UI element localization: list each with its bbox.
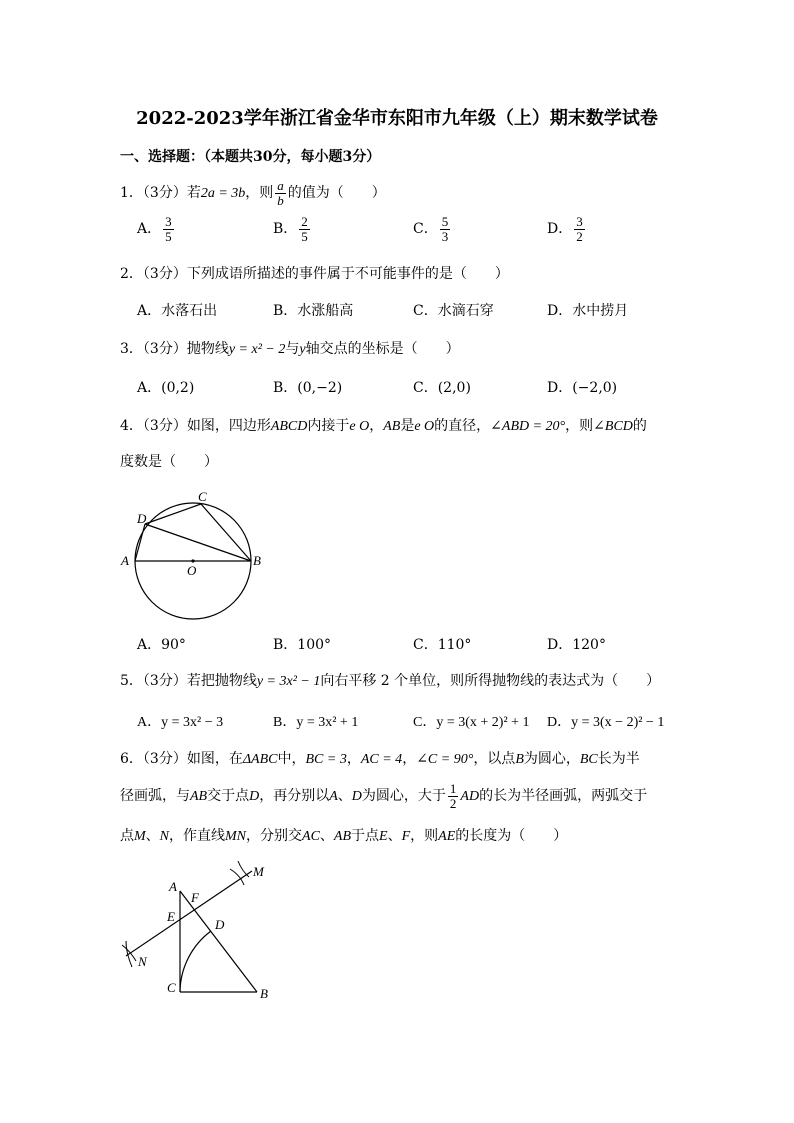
q4-option-d: D．120° xyxy=(547,637,606,653)
label-o: O xyxy=(187,563,197,578)
label-a: A xyxy=(169,879,177,894)
segment-ad xyxy=(135,524,145,561)
q1-option-d: D． $\frac{3}{2}$ xyxy=(547,214,583,244)
q3-option-a: A．(0,2) xyxy=(137,380,195,396)
q5-option-b: B．y = 3x² + 1 xyxy=(273,715,359,730)
q4-circle-figure xyxy=(112,484,272,624)
question-1: 1．（3分）若2a = 3b，则 $\frac{a}{b}$ 的值为（ ） xyxy=(120,178,386,208)
label-n: N xyxy=(138,954,147,969)
label-b: B xyxy=(253,553,261,568)
label-m: M xyxy=(253,864,264,879)
q2-option-b: B．水涨船高 xyxy=(273,303,354,319)
q4-option-a: A．90° xyxy=(137,637,186,653)
question-4-line1: 4．（3分）如图，四边形ABCD内接于e O，AB是e O的直径，∠ABD = 20°，则∠BCD的 xyxy=(120,418,647,434)
q3-option-c: C．(2,0) xyxy=(413,380,471,396)
label-a: A xyxy=(121,553,129,568)
q1-option-a: A． $\frac{3}{5}$ xyxy=(137,214,172,244)
q6-triangle-figure xyxy=(112,855,292,1005)
label-e: E xyxy=(167,909,175,924)
q4-option-c: C．110° xyxy=(413,637,472,653)
section-heading: 一、选择题：（本题共30分，每小题3分） xyxy=(120,149,381,165)
line-mn xyxy=(126,871,252,956)
arc-mark-m1 xyxy=(230,869,244,885)
q1-option-c: C． $\frac{5}{3}$ xyxy=(413,214,449,244)
question-6-line2: 径画弧，与AB交于点D，再分别以A、D为圆心，大于 $\frac{1}{2}$ AD的长为半径画弧，两弧交于 xyxy=(120,781,648,811)
question-3: 3．（3分）抛物线y = x² − 2与y轴交点的坐标是（ ） xyxy=(120,341,460,357)
question-6-line3: 点M、N，作直线MN，分别交AC、AB于点E、F，则AE的长度为（ ） xyxy=(120,828,568,844)
q5-option-c: C．y = 3(x + 2)² + 1 xyxy=(413,715,530,730)
q2-option-d: D．水中捞月 xyxy=(547,303,629,319)
label-d: D xyxy=(137,511,147,526)
label-c: C xyxy=(198,489,207,504)
q3-option-b: B．(0,−2) xyxy=(273,380,343,396)
question-2: 2．（3分）下列成语所描述的事件属于不可能事件的是（ ） xyxy=(120,266,509,282)
question-5: 5．（3分）若把抛物线y = 3x² − 1向右平移 2 个单位，则所得抛物线的表达式为（ ） xyxy=(120,673,661,689)
q1-option-b: B． $\frac{2}{5}$ xyxy=(273,214,308,244)
page-title: 2022-2023学年浙江省金华市东阳市九年级（上）期末数学试卷 xyxy=(136,108,658,129)
question-4-line2: 度数是（ ） xyxy=(120,454,218,470)
label-f: F xyxy=(191,890,199,905)
label-c: C xyxy=(167,980,176,995)
q3-option-d: D．(−2,0) xyxy=(547,380,618,396)
question-6-line1: 6．（3分）如图，在ΔABC中，BC = 3，AC = 4，∠C = 90°，以点B为圆心，BC长为半 xyxy=(120,751,640,767)
label-b: B xyxy=(260,986,268,1001)
q5-option-a: A．y = 3x² − 3 xyxy=(137,715,224,730)
side-ab xyxy=(180,891,257,992)
q4-option-b: B．100° xyxy=(273,637,332,653)
q2-option-c: C．水滴石穿 xyxy=(413,303,494,319)
label-d: D xyxy=(215,917,225,932)
q5-option-d: D．y = 3(x − 2)² − 1 xyxy=(547,715,665,730)
q2-option-a: A．水落石出 xyxy=(137,303,218,319)
arc-d xyxy=(180,931,211,992)
